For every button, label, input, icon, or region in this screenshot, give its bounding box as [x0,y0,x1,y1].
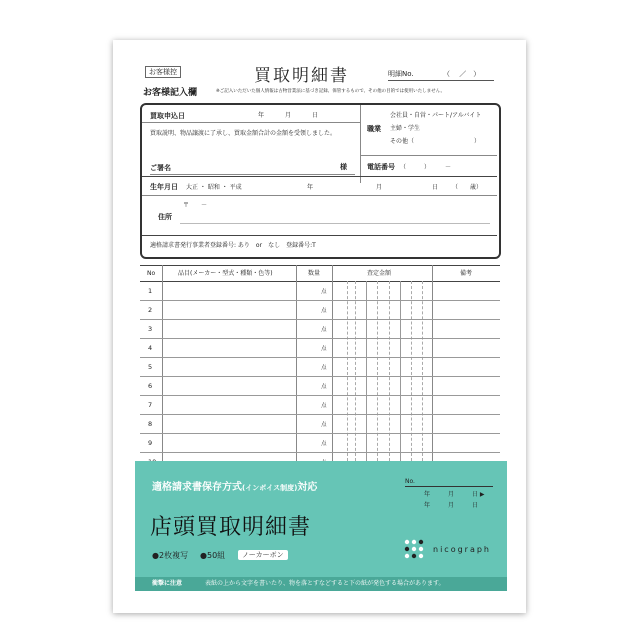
row-unit: 点 [321,422,327,428]
row-divider [140,300,500,301]
birth-eras: 大正 ・ 昭和 ・ 平成 [186,184,242,191]
band-date-row1: 年 月 日 ▶ [424,491,485,498]
row-unit: 点 [321,308,327,314]
invoice-heading [152,478,317,493]
name-suffix: 様 [340,163,347,171]
row-unit: 点 [321,384,327,390]
spec-sets: ●50組 [200,551,226,560]
row-divider [140,376,500,377]
birth-month: 月 [376,184,383,191]
invoice-heading-b: (インボイス制度) [242,484,298,492]
occupation-line2: 主婦・学生 [390,125,421,132]
apply-day: 日 [312,112,319,119]
birth-year: 年 [307,184,314,191]
invoice-registration: 適格請求書発行事業者登録番号: あり or なし 登録番号:T [150,242,316,249]
band-no-label: No. [405,478,415,485]
row-divider [140,338,500,339]
col-qty: 数量 [308,270,321,277]
col-amount: 査定金額 [367,270,392,277]
birth-age: （ 歳） [452,184,483,191]
row-divider [140,452,500,453]
birth-label: 生年月日 [150,183,178,191]
col-item: 品目(メーカー・型式・種類・色等) [178,270,273,277]
row-unit: 点 [321,327,327,333]
row-number: 2 [148,306,153,314]
birth-day: 日 [432,184,439,191]
phone-format: （ ） － [400,164,452,171]
stub-label: お客様控 [145,66,181,78]
row-number: 7 [148,401,153,409]
row-number: 5 [148,363,153,371]
caution-label: 衝撃に注意 [152,580,183,587]
row-divider [140,395,500,396]
privacy-note: ※ご記入いただいた個人情報は古物営業法に基づき記録、保管するもので、その他の目的では使用いたしません。 [216,89,445,94]
row-number: 3 [148,325,153,333]
spec-carbonless: ノーカーボン [238,550,288,560]
row-divider [140,319,500,320]
page-title: 買取明細書 [254,66,349,86]
consent-text: 買取説明、物品譲渡に了承し、買取金額合計の金額を受領しました。 [150,130,337,137]
col-notes: 備考 [460,270,473,277]
row-number: 8 [148,420,153,428]
row-divider [140,433,500,434]
row-unit: 点 [321,346,327,352]
row-number: 4 [148,344,153,352]
apply-date-label: 買取申込日 [150,112,185,120]
address-label: 住所 [158,213,172,221]
nicograph-logo [403,538,427,560]
band-date-row2: 年 月 日 [424,502,479,509]
apply-year: 年 [258,112,265,119]
row-number: 1 [148,287,153,295]
number-label: 明細No. [388,70,414,78]
apply-month: 月 [285,112,292,119]
row-unit: 点 [321,289,327,295]
invoice-heading-c: 対応 [297,482,318,493]
col-no: No [147,270,156,277]
product-name: 店頭買取明細書 [150,515,312,540]
occupation-label: 職業 [367,125,381,133]
occupation-line1: 会社員・自営・パート/アルバイト [390,112,482,119]
occupation-line3: その他（ ） [390,138,481,145]
caution-text: 表紙の上から文字を書いたり、物を落とすなどすると下の紙が発色する場合があります。 [205,580,445,587]
invoice-heading-a: 適格請求書保存方式 [152,482,242,493]
row-unit: 点 [321,403,327,409]
number-slash: （ ／ ） [443,70,481,78]
row-divider [140,414,500,415]
postal-mark: 〒 － [183,202,208,209]
row-number: 6 [148,382,153,390]
row-number: 9 [148,439,153,447]
brand-name: nicograph [433,545,492,554]
name-label: ご署名 [150,164,171,172]
spec-copies: ●2枚複写 [152,551,189,560]
row-unit: 点 [321,441,327,447]
phone-label: 電話番号 [367,163,395,171]
row-divider [140,357,500,358]
row-unit: 点 [321,365,327,371]
section-title: お客様記入欄 [143,88,198,98]
